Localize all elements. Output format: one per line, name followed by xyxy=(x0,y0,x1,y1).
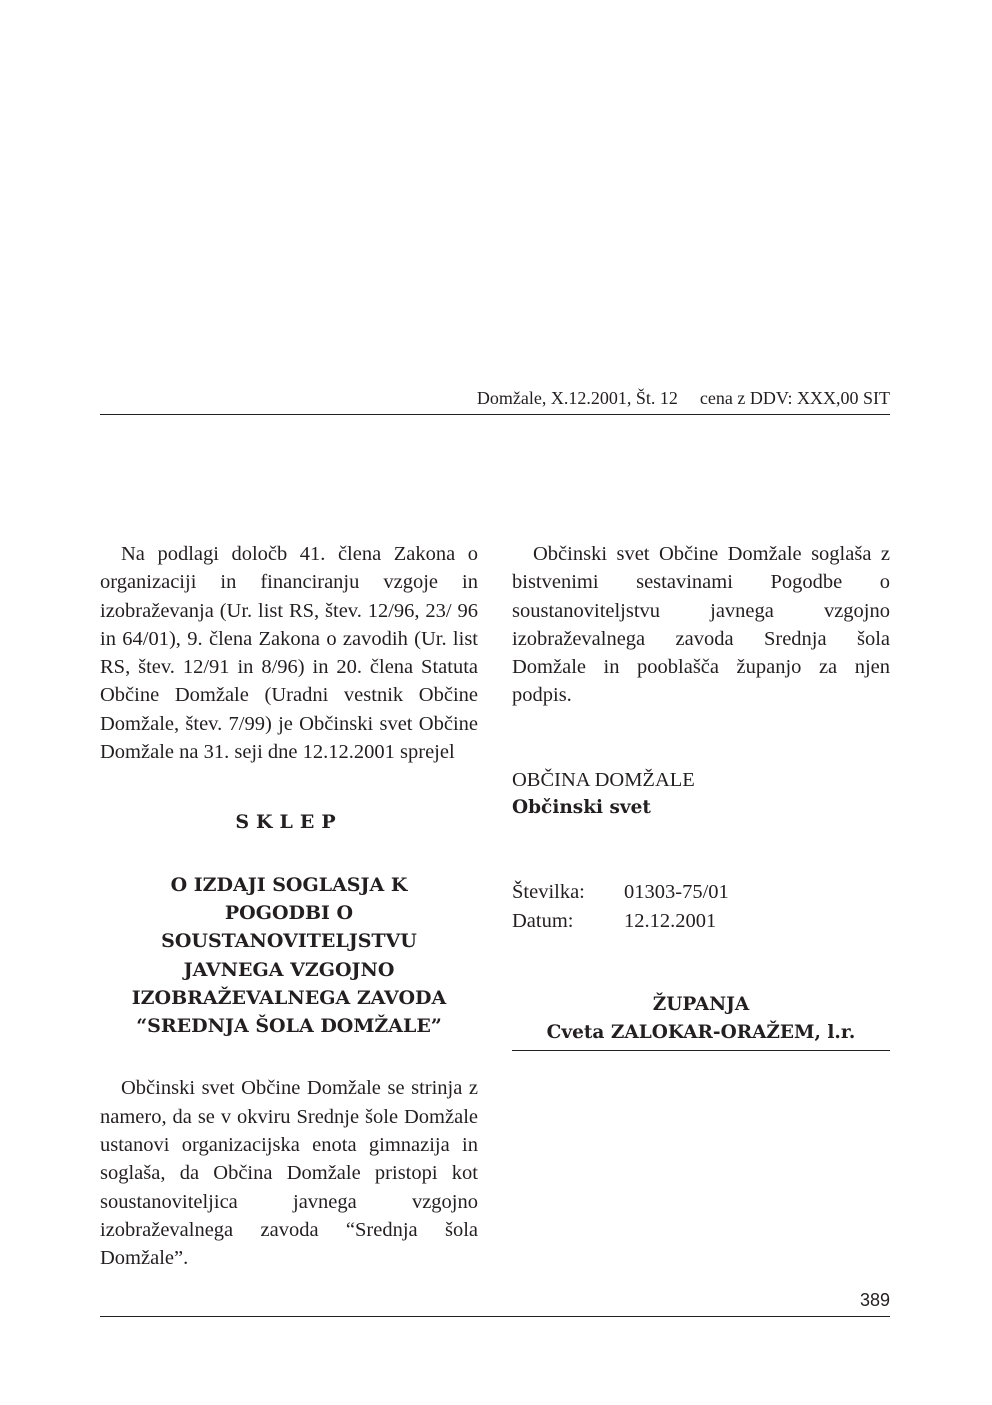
mayor-title: ŽUPANJA xyxy=(652,993,750,1015)
date-value: 12.12.2001 xyxy=(624,909,717,932)
intro-paragraph: Na podlagi določb 41. člena Zakona o organizaciji in financiranju vzgoje in izobraževanja (Ur. list RS, štev. 12/96, 23/ 96 in 64/01), 9. člena Zakona o zavodih (Ur. list RS, štev. 12/91 in 8/96) in 20. člena Statuta Občine Domžale (Uradni vestnik Občine Domžale, štev. 7/99) je Občinski svet Občine Domžale na 31. seji dne 12.12.2001 sprejel xyxy=(100,543,478,764)
title-line: POGODBI O xyxy=(224,901,354,924)
issue-info: Domžale, X.12.2001, Št. 12 xyxy=(476,388,678,408)
council-name: Občinski svet xyxy=(512,797,651,819)
number-row xyxy=(512,878,890,906)
municipality-name: OBČINA DOMŽALE xyxy=(512,768,695,791)
price-info: cena z DDV: XXX,00 SIT xyxy=(699,388,890,408)
right-column xyxy=(512,540,890,1051)
signature-block xyxy=(512,991,890,1051)
title-line: “SREDNJA ŠOLA DOMŽALE” xyxy=(136,1015,442,1038)
date-row xyxy=(512,907,890,935)
number-value: 01303-75/01 xyxy=(624,881,729,904)
page-number: 389 xyxy=(859,1290,890,1310)
reference-block xyxy=(512,878,890,935)
consent-paragraph: Občinski svet Občine Domžale soglaša z bistvenimi sestavinami Pogodbe o soustanoviteljstvu javnega vzgojno izobraževalnega zavoda Srednja šola Domžale in pooblašča županjo za njen podpis. xyxy=(512,543,890,707)
date-label: Datum: xyxy=(512,909,574,932)
number-label: Številka: xyxy=(512,881,585,904)
title-line: SOUSTANOVITELJSTVU xyxy=(161,930,417,953)
decision-title xyxy=(100,871,478,1041)
title-line: O IZDAJI SOGLASJA K xyxy=(170,873,408,896)
running-header xyxy=(100,388,890,415)
mayor-name: Cveta ZALOKAR-ORAŽEM, l.r. xyxy=(546,1022,856,1044)
sklep-heading: SKLEP xyxy=(235,811,343,834)
left-column xyxy=(100,540,478,1273)
decision-paragraph: Občinski svet Občine Domžale se strinja z namero, da se v okviru Srednje šole Domžale ustanovi organizacijska enota gimnazija in soglaša, da Občina Domžale pristopi kot soustanoviteljica javnega vzgojno izobraževalnega zavoda “Srednja šola Domžale”. xyxy=(100,1077,478,1270)
municipality-block xyxy=(512,766,890,823)
title-line: JAVNEGA VZGOJNO xyxy=(183,958,395,981)
page-footer xyxy=(100,1290,890,1317)
title-line: IZOBRAŽEVALNEGA ZAVODA xyxy=(131,986,447,1009)
